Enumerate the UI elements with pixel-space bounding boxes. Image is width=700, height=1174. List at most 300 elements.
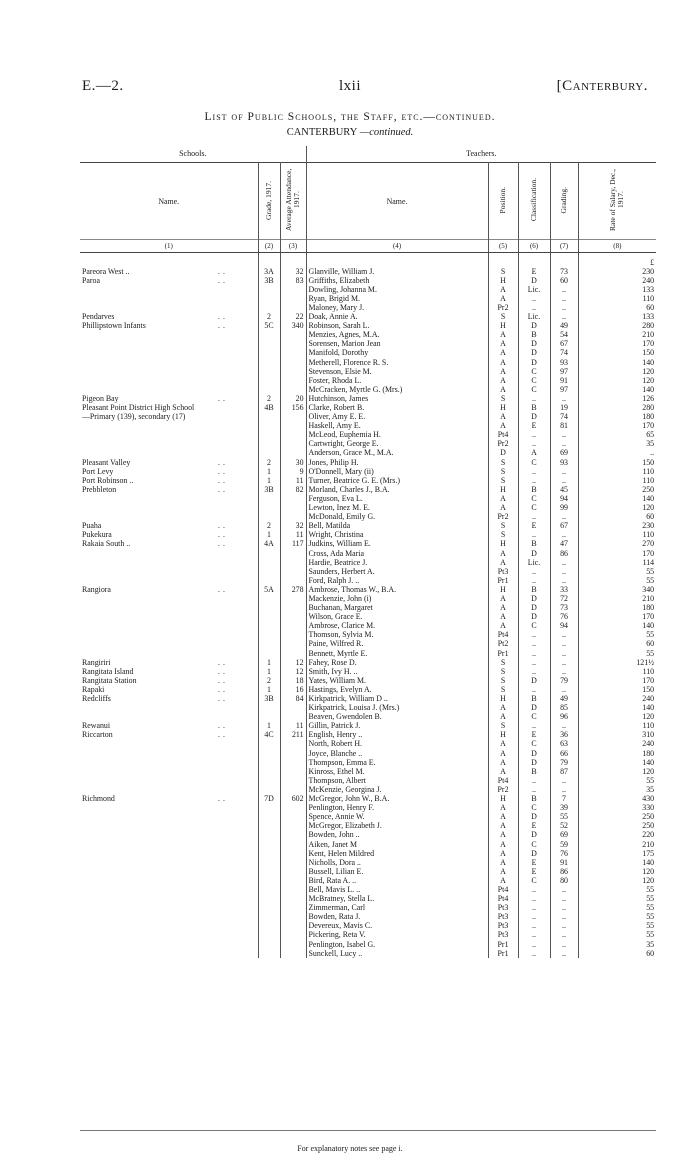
- leader-dots: [438, 367, 488, 376]
- table-row: [80, 549, 656, 558]
- grading: ..: [550, 530, 578, 539]
- table-row: [80, 721, 656, 730]
- classification: ..: [518, 885, 550, 894]
- school-name: [80, 603, 218, 612]
- grade: [258, 330, 280, 339]
- position: A: [488, 503, 518, 512]
- school-name: Redcliffs: [82, 694, 111, 703]
- position: H: [488, 730, 518, 739]
- leader-dots: [218, 448, 258, 457]
- position: A: [488, 594, 518, 603]
- position: Pt3: [488, 912, 518, 921]
- leader-dots: [438, 285, 488, 294]
- attendance: [280, 858, 306, 867]
- classification: ..: [518, 394, 550, 403]
- position: Pr1: [488, 649, 518, 658]
- leader-dots: [438, 530, 488, 539]
- grading: ..: [550, 667, 578, 676]
- leader-dots: [438, 358, 488, 367]
- grading: 72: [550, 594, 578, 603]
- leader-dots: [438, 749, 488, 758]
- leader-dots: [218, 430, 258, 439]
- salary: 133: [642, 284, 655, 294]
- school-name: [80, 367, 218, 376]
- salary: 280: [642, 403, 655, 412]
- salary: 55: [646, 903, 655, 913]
- grade: [258, 921, 280, 930]
- grading: 19: [550, 403, 578, 412]
- classification: B: [518, 485, 550, 494]
- table-row: [80, 703, 656, 712]
- teacher-name: Nicholls, Dora ..: [308, 857, 361, 867]
- schools-staff-table: [80, 146, 656, 958]
- leader-dots: [438, 585, 488, 594]
- classification: ..: [518, 639, 550, 648]
- attendance: 340: [280, 321, 306, 330]
- attendance: [280, 430, 306, 439]
- salary: 250: [642, 812, 655, 822]
- table-row: [80, 803, 656, 812]
- teacher-name: Buchanan, Margaret: [308, 603, 373, 613]
- teacher-name: Anderson, Grace M., M.A.: [308, 448, 394, 458]
- classification: D: [518, 603, 550, 612]
- teacher-name: Joyce, Blanche ..: [308, 748, 363, 758]
- grading: ..: [550, 303, 578, 312]
- teacher-name: Penlington, Isabel G.: [308, 939, 376, 949]
- school-name: [80, 767, 218, 776]
- salary: 114: [642, 557, 655, 567]
- attendance: [280, 621, 306, 630]
- table-row: [80, 439, 656, 448]
- school-name: [80, 703, 218, 712]
- col-number: (2): [258, 240, 280, 253]
- grade: [258, 439, 280, 448]
- school-name: Paroa: [82, 275, 100, 285]
- school-name: [80, 649, 218, 658]
- table-row: [80, 339, 656, 348]
- attendance: [280, 639, 306, 648]
- table-row: [80, 776, 656, 785]
- teacher-name: Kirkpatrick, Louisa J. (Mrs.): [308, 703, 400, 713]
- teacher-name: Lewton, Inez M. E.: [308, 503, 370, 513]
- grade: 1: [258, 658, 280, 667]
- salary: 140: [642, 757, 655, 767]
- teacher-name: Bussell, Lilian E.: [308, 866, 364, 876]
- table-row: [80, 421, 656, 430]
- table-row: [80, 712, 656, 721]
- grade: [258, 703, 280, 712]
- attendance: [280, 503, 306, 512]
- grade: [258, 767, 280, 776]
- grading: 69: [550, 448, 578, 457]
- position: A: [488, 494, 518, 503]
- table-row: [80, 367, 656, 376]
- salary: 121½: [636, 657, 655, 667]
- position: A: [488, 385, 518, 394]
- grade: 3A: [258, 267, 280, 276]
- leader-dots: [438, 439, 488, 448]
- grading: 86: [550, 549, 578, 558]
- leader-dots: [438, 721, 488, 730]
- leader-dots: [218, 649, 258, 658]
- leader-dots: [438, 849, 488, 858]
- position: H: [488, 585, 518, 594]
- attendance: [280, 940, 306, 949]
- grade: [258, 830, 280, 839]
- salary: 55: [646, 930, 655, 940]
- school-name: Puaha: [82, 521, 102, 531]
- attendance: [280, 885, 306, 894]
- grade: [258, 749, 280, 758]
- salary: 210: [642, 593, 655, 603]
- classification: C: [518, 503, 550, 512]
- school-name: [80, 385, 218, 394]
- leader-dots: [438, 549, 488, 558]
- classification: D: [518, 758, 550, 767]
- grading: ..: [550, 312, 578, 321]
- position: A: [488, 703, 518, 712]
- attendance: [280, 821, 306, 830]
- leader-dots: [438, 448, 488, 457]
- leader-dots: [438, 785, 488, 794]
- position: A: [488, 367, 518, 376]
- teacher-name: Pickering, Reta V.: [308, 930, 366, 940]
- position: S: [488, 530, 518, 539]
- table-row: [80, 512, 656, 521]
- teacher-name: Spence, Annie W.: [308, 812, 365, 822]
- attendance: [280, 876, 306, 885]
- attendance: 156: [280, 403, 306, 412]
- salary: 280: [642, 321, 655, 331]
- salary: 55: [646, 775, 655, 785]
- grading: 76: [550, 612, 578, 621]
- table-row: [80, 940, 656, 949]
- classification: D: [518, 348, 550, 357]
- salary: 35: [646, 439, 655, 449]
- attendance: [280, 549, 306, 558]
- classification: B: [518, 585, 550, 594]
- grade: 1: [258, 667, 280, 676]
- classification: B: [518, 767, 550, 776]
- position: S: [488, 667, 518, 676]
- leader-dots: [438, 430, 488, 439]
- salary: 65: [646, 430, 655, 440]
- classification: ..: [518, 512, 550, 521]
- leader-dots: ..: [218, 585, 258, 594]
- leader-dots: [438, 303, 488, 312]
- teacher-name: Thompson, Emma E.: [308, 757, 376, 767]
- teacher-name: Bird, Rata A. ..: [308, 875, 357, 885]
- position: A: [488, 421, 518, 430]
- classification: ..: [518, 467, 550, 476]
- table-row: [80, 558, 656, 567]
- attendance: 84: [280, 694, 306, 703]
- leader-dots: [438, 885, 488, 894]
- position: A: [488, 330, 518, 339]
- attendance: [280, 812, 306, 821]
- col-number: (1): [80, 240, 258, 253]
- leader-dots: [218, 849, 258, 858]
- grading: 39: [550, 803, 578, 812]
- classification: D: [518, 676, 550, 685]
- teacher-name: Ambrose, Thomas W., B.A.: [308, 584, 397, 594]
- teacher-name: Thompson, Albert: [308, 775, 366, 785]
- teacher-name: Morland, Charles J., B.A.: [308, 484, 390, 494]
- grade: 4C: [258, 730, 280, 739]
- leader-dots: [218, 294, 258, 303]
- grading: 47: [550, 539, 578, 548]
- grade: [258, 558, 280, 567]
- position: Pt4: [488, 885, 518, 894]
- salary: 110: [642, 475, 655, 485]
- grading: ..: [550, 567, 578, 576]
- leader-dots: [218, 876, 258, 885]
- salary: 55: [646, 884, 655, 894]
- col-number: (5): [488, 240, 518, 253]
- grade: 1: [258, 530, 280, 539]
- salary: 55: [646, 566, 655, 576]
- school-name: Rangitata Island: [82, 666, 134, 676]
- teacher-name: Jones, Philip H.: [308, 457, 359, 467]
- col-number: (3): [280, 240, 306, 253]
- school-name: Rakaia South ..: [82, 539, 131, 549]
- attendance: [280, 285, 306, 294]
- grading: ..: [550, 294, 578, 303]
- classification: E: [518, 521, 550, 530]
- school-name: [80, 749, 218, 758]
- school-name: [80, 949, 218, 958]
- position: Pr2: [488, 512, 518, 521]
- grade: 4A: [258, 539, 280, 548]
- grade: 1: [258, 721, 280, 730]
- attendance: 12: [280, 658, 306, 667]
- table-row: [80, 758, 656, 767]
- attendance: [280, 776, 306, 785]
- teacher-name: Judkins, William E.: [308, 539, 371, 549]
- table-row: [80, 621, 656, 630]
- teacher-name: Kent, Helen Mildred: [308, 848, 375, 858]
- grading: 69: [550, 830, 578, 839]
- position: A: [488, 412, 518, 421]
- attendance: [280, 867, 306, 876]
- grade: [258, 576, 280, 585]
- grade: [258, 448, 280, 457]
- position: Pr2: [488, 785, 518, 794]
- grade: [258, 621, 280, 630]
- teacher-name: North, Robert H.: [308, 739, 363, 749]
- attendance: [280, 367, 306, 376]
- salary: 170: [642, 339, 655, 349]
- teacher-name: Fahey, Rose D.: [308, 657, 357, 667]
- leader-dots: [218, 303, 258, 312]
- position: A: [488, 758, 518, 767]
- leader-dots: [218, 776, 258, 785]
- school-name: [80, 549, 218, 558]
- leader-dots: [438, 576, 488, 585]
- salary: 270: [642, 539, 655, 549]
- classification: D: [518, 412, 550, 421]
- position: S: [488, 458, 518, 467]
- classification: C: [518, 739, 550, 748]
- table-row: [80, 494, 656, 503]
- salary: 120: [642, 366, 655, 376]
- attendance: 16: [280, 685, 306, 694]
- school-name: [80, 885, 218, 894]
- grading: 7: [550, 794, 578, 803]
- salary: 170: [642, 612, 655, 622]
- leader-dots: ..: [218, 485, 258, 494]
- school-name: Rapaki: [82, 684, 105, 694]
- teacher-name: Hutchinson, James: [308, 393, 369, 403]
- classification: ..: [518, 894, 550, 903]
- leader-dots: [438, 612, 488, 621]
- salary: 240: [642, 275, 655, 285]
- teacher-name: Foster, Rhoda L.: [308, 375, 362, 385]
- attendance: [280, 439, 306, 448]
- grade: [258, 876, 280, 885]
- grade: 7D: [258, 794, 280, 803]
- table-row: [80, 385, 656, 394]
- leader-dots: [438, 485, 488, 494]
- school-name: [80, 348, 218, 357]
- leader-dots: [438, 621, 488, 630]
- salary: 55: [646, 630, 655, 640]
- position: A: [488, 767, 518, 776]
- salary: 140: [642, 493, 655, 503]
- teacher-name: Thomson, Sylvia M.: [308, 630, 374, 640]
- leader-dots: [218, 885, 258, 894]
- leader-dots: [438, 676, 488, 685]
- classification: B: [518, 330, 550, 339]
- classification: D: [518, 276, 550, 285]
- leader-dots: [438, 658, 488, 667]
- salary: 140: [642, 357, 655, 367]
- attendance: 11: [280, 721, 306, 730]
- school-name: [80, 921, 218, 930]
- table-row: [80, 312, 656, 321]
- table-row: [80, 603, 656, 612]
- teacher-name: McGregor, Elizabeth J.: [308, 821, 382, 831]
- footer-note: For explanatory notes see page i.: [297, 1144, 403, 1153]
- classification: ..: [518, 785, 550, 794]
- attendance: 11: [280, 476, 306, 485]
- attendance: [280, 558, 306, 567]
- table-row: [80, 276, 656, 285]
- teacher-name: Ford, Ralph J. ..: [308, 575, 360, 585]
- classification: ..: [518, 721, 550, 730]
- leader-dots: [438, 594, 488, 603]
- school-name: [80, 785, 218, 794]
- leader-dots: [438, 539, 488, 548]
- col-classification: Classification.: [529, 178, 539, 222]
- grade: [258, 612, 280, 621]
- leader-dots: [218, 558, 258, 567]
- col-school-name: Name.: [80, 163, 258, 240]
- grade: [258, 930, 280, 939]
- teacher-name: Kinross, Ethel M.: [308, 766, 365, 776]
- leader-dots: ..: [218, 794, 258, 803]
- grading: ..: [550, 630, 578, 639]
- school-name: Richmond: [82, 794, 115, 804]
- attendance: [280, 785, 306, 794]
- attendance: [280, 849, 306, 858]
- leader-dots: ..: [218, 530, 258, 539]
- table-row: [80, 576, 656, 585]
- table-row: [80, 812, 656, 821]
- salary: 140: [642, 621, 655, 631]
- table-row: [80, 521, 656, 530]
- grade: [258, 512, 280, 521]
- school-name: Pleasant Point District High School: [82, 403, 195, 412]
- grading: 49: [550, 321, 578, 330]
- classification: ..: [518, 776, 550, 785]
- col-number: (8): [578, 240, 656, 253]
- leader-dots: [438, 330, 488, 339]
- table-row: [80, 267, 656, 276]
- leader-dots: [438, 830, 488, 839]
- table-row: [80, 330, 656, 339]
- attendance: 30: [280, 458, 306, 467]
- table-row: [80, 539, 656, 548]
- classification: C: [518, 876, 550, 885]
- school-name: Pareora West ..: [82, 266, 130, 276]
- school-name: [80, 776, 218, 785]
- grade: [258, 849, 280, 858]
- attendance: [280, 894, 306, 903]
- position: Pr2: [488, 303, 518, 312]
- grading: ..: [550, 921, 578, 930]
- salary: 140: [642, 384, 655, 394]
- classification: E: [518, 421, 550, 430]
- classification: C: [518, 803, 550, 812]
- leader-dots: [218, 867, 258, 876]
- position: Pt4: [488, 894, 518, 903]
- leader-dots: ..: [218, 658, 258, 667]
- grade: [258, 348, 280, 357]
- table-row: [80, 876, 656, 885]
- position: H: [488, 403, 518, 412]
- teacher-name: McDonald, Emily G.: [308, 512, 376, 522]
- salary: 60: [646, 639, 655, 649]
- leader-dots: [218, 421, 258, 430]
- table-row: [80, 767, 656, 776]
- school-name: [80, 576, 218, 585]
- col-number: (4): [306, 240, 488, 253]
- salary: 210: [642, 330, 655, 340]
- salary: 120: [642, 503, 655, 513]
- leader-dots: ..: [218, 685, 258, 694]
- teacher-name: Ferguson, Eva L.: [308, 493, 363, 503]
- table-row: [80, 430, 656, 439]
- attendance: 278: [280, 585, 306, 594]
- table-row: [80, 858, 656, 867]
- leader-dots: [218, 949, 258, 958]
- grade: 1: [258, 685, 280, 694]
- teacher-name: O'Donnell, Mary (ii): [308, 466, 374, 476]
- leader-dots: [438, 876, 488, 885]
- teacher-name: Mackenzie, John (i): [308, 593, 372, 603]
- position: H: [488, 276, 518, 285]
- grading: 73: [550, 603, 578, 612]
- leader-dots: [218, 912, 258, 921]
- table-row: [80, 749, 656, 758]
- teacher-name: Penlington, Henry F.: [308, 803, 375, 813]
- grading: 36: [550, 730, 578, 739]
- table-row: [80, 667, 656, 676]
- teacher-name: Bowden, John ..: [308, 830, 360, 840]
- school-name: [80, 867, 218, 876]
- leader-dots: ..: [218, 276, 258, 285]
